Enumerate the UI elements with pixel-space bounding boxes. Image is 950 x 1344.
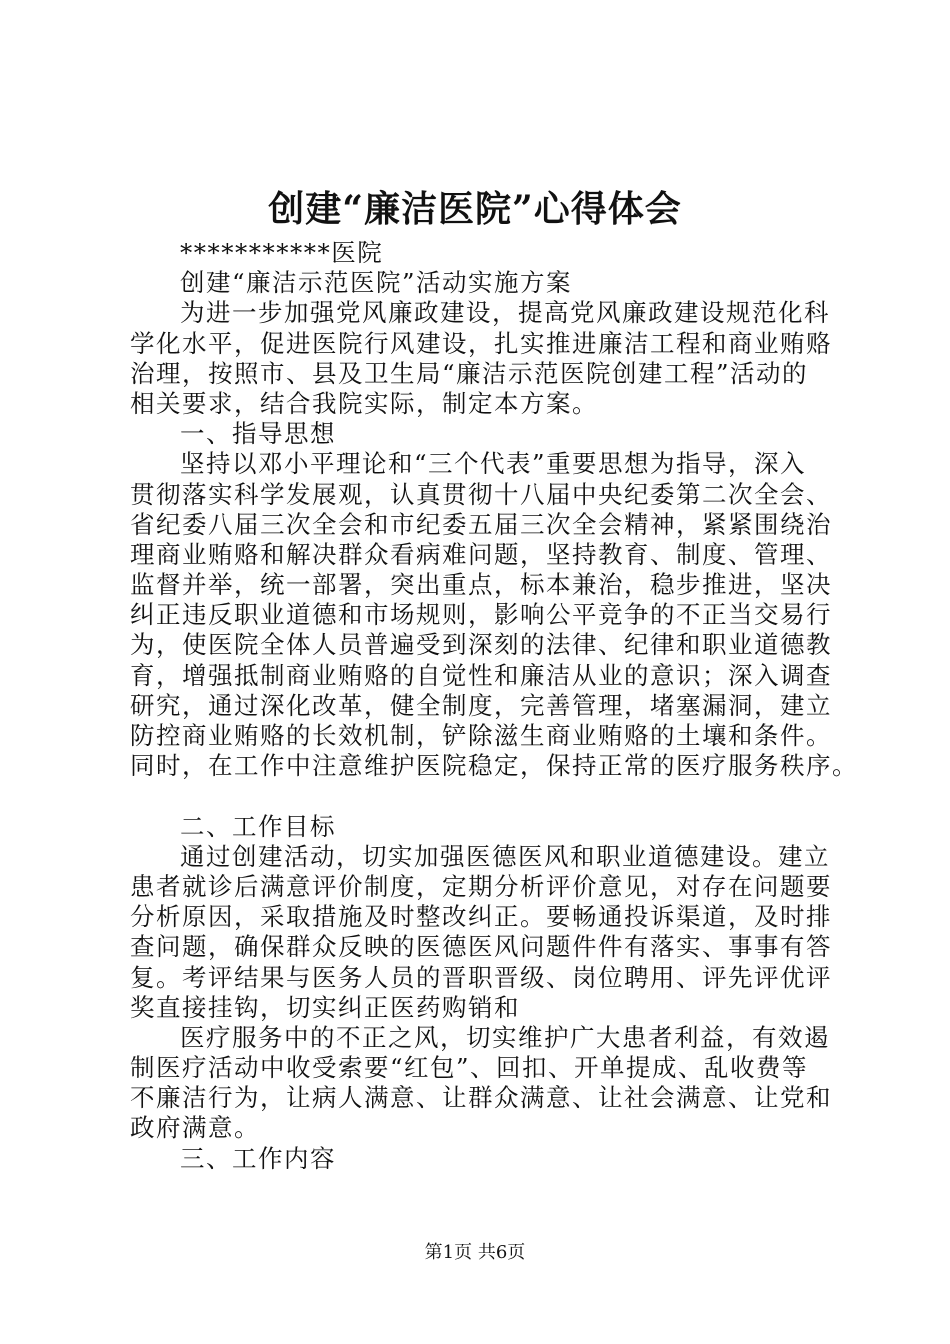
text-line: 医疗服务中的不正之风，切实维护广大患者利益，有效遏 (180, 1022, 830, 1052)
text-line: 创建“廉洁示范医院”活动实施方案 (180, 268, 573, 298)
text-line: 研究，通过深化改革，健全制度，完善管理，堵塞漏洞，建立 (130, 690, 832, 720)
text-line: 理商业贿赂和解决群众看病难问题，坚持教育、制度、管理、 (130, 539, 832, 569)
text-line: 奖直接挂钩，切实纠正医药购销和 (130, 992, 520, 1022)
text-line: 监督并举，统一部署，突出重点，标本兼治，稳步推进，坚决 (130, 570, 832, 600)
blank-line (130, 781, 830, 811)
text-line: 贯彻落实科学发展观，认真贯彻十八届中央纪委第二次全会、 (130, 479, 832, 509)
text-line: 政府满意。 (130, 1113, 260, 1143)
text-line: 省纪委八届三次全会和市纪委五届三次全会精神，紧紧围绕治 (130, 509, 832, 539)
document-title: 创建“廉洁医院”心得体会 (268, 188, 682, 230)
page-footer: 第1页 共6页 (424, 1242, 526, 1263)
text-line: 学化水平，促进医院行风建设，扎实推进廉洁工程和商业贿赂 (130, 328, 832, 358)
text-line: 为进一步加强党风廉政建设，提高党风廉政建设规范化科 (180, 298, 830, 328)
text-line: 查问题，确保群众反映的医德医风问题件件有落实、事事有答 (130, 932, 832, 962)
text-line: 制医疗活动中收受索要“红包”、回扣、开单提成、乱收费等 (130, 1053, 809, 1083)
section-heading: 二、工作目标 (180, 811, 336, 841)
text-line: 通过创建活动，切实加强医德医风和职业道德建设。建立 (180, 841, 830, 871)
text-line: 坚持以邓小平理论和“三个代表”重要思想为指导，深入 (180, 449, 807, 479)
text-line: 同时，在工作中注意维护医院稳定，保持正常的医疗服务秩序。 (130, 751, 858, 781)
text-line: 治理，按照市、县及卫生局“廉洁示范医院创建工程”活动的 (130, 358, 809, 388)
section-heading: 一、指导思想 (180, 419, 336, 449)
text-line: 分析原因，采取措施及时整改纠正。要畅通投诉渠道，及时排 (130, 902, 832, 932)
text-line: 防控商业贿赂的长效机制，铲除滋生商业贿赂的土壤和条件。 (130, 721, 832, 750)
text-line: 育，增强抵制商业贿赂的自觉性和廉洁从业的意识；深入调查 (130, 660, 832, 690)
text-line: 相关要求，结合我院实际，制定本方案。 (130, 388, 598, 418)
text-line: 为，使医院全体人员普遍受到深刻的法律、纪律和职业道德教 (130, 630, 832, 660)
section-heading: 三、工作内容 (180, 1143, 336, 1173)
text-line: 纠正违反职业道德和市场规则，影响公平竞争的不正当交易行 (130, 600, 832, 630)
text-line: 复。考评结果与医务人员的晋职晋级、岗位聘用、评先评优评 (130, 962, 832, 992)
text-line: ***********医院 (180, 238, 384, 267)
text-line: 不廉洁行为，让病人满意、让群众满意、让社会满意、让党和 (130, 1083, 832, 1113)
text-line: 患者就诊后满意评价制度，定期分析评价意见，对存在问题要 (130, 871, 832, 901)
document-body (130, 238, 858, 1174)
